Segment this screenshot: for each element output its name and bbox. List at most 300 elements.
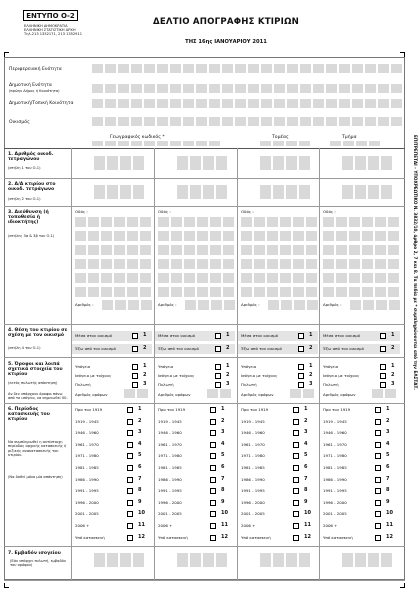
char-box[interactable] [362, 217, 373, 227]
char-box[interactable] [197, 245, 208, 255]
checkbox[interactable] [127, 477, 133, 483]
char-box[interactable] [107, 156, 118, 170]
checkbox[interactable] [127, 500, 133, 506]
checkbox[interactable] [215, 364, 221, 370]
char-box[interactable] [241, 287, 252, 297]
char-box[interactable] [92, 117, 103, 126]
char-box[interactable] [362, 287, 373, 297]
checkbox[interactable] [293, 465, 299, 471]
checkbox[interactable] [293, 500, 299, 506]
char-box[interactable] [254, 231, 265, 241]
char-box[interactable] [203, 185, 214, 199]
char-box[interactable] [190, 553, 201, 567]
char-box[interactable] [336, 245, 347, 255]
char-box[interactable] [313, 64, 324, 73]
char-box[interactable] [293, 217, 304, 227]
char-box[interactable] [273, 141, 284, 146]
char-box[interactable] [248, 64, 259, 73]
char-box[interactable] [157, 99, 168, 108]
char-box[interactable] [101, 217, 112, 227]
char-box[interactable] [349, 245, 360, 255]
char-box[interactable] [385, 389, 396, 398]
checkbox[interactable] [380, 373, 386, 379]
char-box[interactable] [280, 287, 291, 297]
char-box[interactable] [323, 259, 334, 269]
char-box[interactable] [363, 300, 374, 310]
checkbox[interactable] [210, 535, 216, 541]
checkbox[interactable] [210, 488, 216, 494]
checkbox[interactable] [132, 346, 138, 352]
char-box[interactable] [254, 273, 265, 283]
char-box[interactable] [306, 259, 317, 269]
checkbox[interactable] [215, 346, 221, 352]
char-box[interactable] [375, 273, 386, 283]
char-box[interactable] [158, 231, 169, 241]
checkbox[interactable] [293, 407, 299, 413]
checkbox[interactable] [293, 430, 299, 436]
char-box[interactable] [133, 185, 144, 199]
checkbox[interactable] [375, 511, 381, 517]
char-box[interactable] [339, 117, 350, 126]
char-box[interactable] [133, 553, 144, 567]
char-box[interactable] [365, 117, 376, 126]
checkbox[interactable] [380, 346, 386, 352]
char-box[interactable] [339, 99, 350, 108]
char-box[interactable] [223, 231, 234, 241]
char-box[interactable] [281, 300, 292, 310]
checkbox[interactable] [127, 511, 133, 517]
char-box[interactable] [220, 389, 231, 398]
char-box[interactable] [391, 64, 402, 73]
char-box[interactable] [75, 231, 86, 241]
char-box[interactable] [388, 287, 399, 297]
char-box[interactable] [210, 287, 221, 297]
char-box[interactable] [306, 217, 317, 227]
char-box[interactable] [336, 287, 347, 297]
char-box[interactable] [313, 84, 324, 93]
char-box[interactable] [273, 156, 284, 170]
char-box[interactable] [260, 553, 271, 567]
char-box[interactable] [267, 287, 278, 297]
char-box[interactable] [391, 117, 402, 126]
char-box[interactable] [378, 117, 389, 126]
char-box[interactable] [342, 156, 353, 170]
char-box[interactable] [105, 117, 116, 126]
checkbox[interactable] [132, 364, 138, 370]
char-box[interactable] [286, 185, 297, 199]
char-box[interactable] [336, 259, 347, 269]
char-box[interactable] [293, 231, 304, 241]
char-box[interactable] [197, 287, 208, 297]
char-box[interactable] [378, 84, 389, 93]
checkbox[interactable] [127, 523, 133, 529]
char-box[interactable] [197, 217, 208, 227]
char-box[interactable] [171, 231, 182, 241]
char-box[interactable] [88, 259, 99, 269]
char-box[interactable] [114, 259, 125, 269]
char-box[interactable] [362, 273, 373, 283]
char-box[interactable] [306, 273, 317, 283]
char-box[interactable] [114, 217, 125, 227]
char-box[interactable] [75, 245, 86, 255]
char-box[interactable] [171, 287, 182, 297]
checkbox[interactable] [210, 419, 216, 425]
char-box[interactable] [184, 245, 195, 255]
char-box[interactable] [349, 273, 360, 283]
char-box[interactable] [105, 141, 116, 146]
checkbox[interactable] [298, 373, 304, 379]
char-box[interactable] [365, 84, 376, 93]
char-box[interactable] [124, 389, 135, 398]
char-box[interactable] [287, 84, 298, 93]
char-box[interactable] [372, 389, 383, 398]
char-box[interactable] [349, 231, 360, 241]
char-box[interactable] [141, 300, 152, 310]
char-box[interactable] [75, 273, 86, 283]
checkbox[interactable] [293, 511, 299, 517]
char-box[interactable] [118, 84, 129, 93]
char-box[interactable] [94, 185, 105, 199]
char-box[interactable] [368, 553, 379, 567]
checkbox[interactable] [375, 477, 381, 483]
char-box[interactable] [313, 99, 324, 108]
char-box[interactable] [299, 553, 310, 567]
char-box[interactable] [127, 259, 138, 269]
checkbox[interactable] [293, 523, 299, 529]
char-box[interactable] [261, 64, 272, 73]
char-box[interactable] [140, 231, 151, 241]
char-box[interactable] [260, 185, 271, 199]
char-box[interactable] [349, 217, 360, 227]
checkbox[interactable] [293, 535, 299, 541]
char-box[interactable] [209, 84, 220, 93]
char-box[interactable] [362, 259, 373, 269]
char-box[interactable] [210, 231, 221, 241]
char-box[interactable] [88, 245, 99, 255]
char-box[interactable] [197, 259, 208, 269]
char-box[interactable] [375, 217, 386, 227]
char-box[interactable] [342, 553, 353, 567]
char-box[interactable] [158, 287, 169, 297]
checkbox[interactable] [127, 488, 133, 494]
char-box[interactable] [254, 245, 265, 255]
char-box[interactable] [222, 99, 233, 108]
char-box[interactable] [127, 231, 138, 241]
char-box[interactable] [216, 156, 227, 170]
checkbox[interactable] [375, 442, 381, 448]
char-box[interactable] [177, 553, 188, 567]
char-box[interactable] [184, 259, 195, 269]
char-box[interactable] [184, 217, 195, 227]
char-box[interactable] [254, 287, 265, 297]
char-box[interactable] [223, 287, 234, 297]
char-box[interactable] [183, 84, 194, 93]
char-box[interactable] [368, 156, 379, 170]
char-box[interactable] [290, 389, 301, 398]
char-box[interactable] [144, 84, 155, 93]
char-box[interactable] [343, 141, 354, 146]
char-box[interactable] [88, 231, 99, 241]
char-box[interactable] [342, 185, 353, 199]
char-box[interactable] [140, 273, 151, 283]
char-box[interactable] [196, 117, 207, 126]
char-box[interactable] [381, 185, 392, 199]
checkbox[interactable] [293, 488, 299, 494]
char-box[interactable] [300, 99, 311, 108]
char-box[interactable] [75, 259, 86, 269]
char-box[interactable] [127, 217, 138, 227]
char-box[interactable] [131, 141, 142, 146]
checkbox[interactable] [293, 477, 299, 483]
char-box[interactable] [120, 156, 131, 170]
char-box[interactable] [92, 141, 103, 146]
char-box[interactable] [222, 64, 233, 73]
char-box[interactable] [273, 553, 284, 567]
char-box[interactable] [158, 259, 169, 269]
checkbox[interactable] [132, 382, 138, 388]
char-box[interactable] [381, 156, 392, 170]
checkbox[interactable] [293, 453, 299, 459]
char-box[interactable] [107, 553, 118, 567]
char-box[interactable] [127, 273, 138, 283]
char-box[interactable] [378, 99, 389, 108]
char-box[interactable] [183, 99, 194, 108]
checkbox[interactable] [210, 477, 216, 483]
char-box[interactable] [326, 84, 337, 93]
char-box[interactable] [326, 64, 337, 73]
char-box[interactable] [88, 287, 99, 297]
char-box[interactable] [267, 259, 278, 269]
char-box[interactable] [261, 117, 272, 126]
char-box[interactable] [260, 141, 271, 146]
char-box[interactable] [268, 300, 279, 310]
char-box[interactable] [267, 245, 278, 255]
char-box[interactable] [241, 231, 252, 241]
char-box[interactable] [223, 259, 234, 269]
char-box[interactable] [198, 300, 209, 310]
char-box[interactable] [274, 99, 285, 108]
checkbox[interactable] [210, 442, 216, 448]
checkbox[interactable] [375, 523, 381, 529]
checkbox[interactable] [127, 465, 133, 471]
char-box[interactable] [107, 185, 118, 199]
checkbox[interactable] [375, 430, 381, 436]
char-box[interactable] [280, 245, 291, 255]
checkbox[interactable] [127, 419, 133, 425]
char-box[interactable] [114, 245, 125, 255]
char-box[interactable] [120, 185, 131, 199]
char-box[interactable] [170, 99, 181, 108]
char-box[interactable] [286, 553, 297, 567]
char-box[interactable] [101, 273, 112, 283]
char-box[interactable] [350, 300, 361, 310]
char-box[interactable] [75, 217, 86, 227]
char-box[interactable] [241, 273, 252, 283]
char-box[interactable] [105, 64, 116, 73]
char-box[interactable] [105, 84, 116, 93]
char-box[interactable] [307, 300, 318, 310]
char-box[interactable] [339, 64, 350, 73]
char-box[interactable] [280, 217, 291, 227]
char-box[interactable] [190, 156, 201, 170]
char-box[interactable] [286, 156, 297, 170]
char-box[interactable] [299, 156, 310, 170]
char-box[interactable] [303, 389, 314, 398]
char-box[interactable] [389, 300, 400, 310]
char-box[interactable] [197, 231, 208, 241]
char-box[interactable] [267, 273, 278, 283]
char-box[interactable] [197, 273, 208, 283]
char-box[interactable] [101, 245, 112, 255]
char-box[interactable] [274, 117, 285, 126]
char-box[interactable] [137, 389, 148, 398]
char-box[interactable] [92, 64, 103, 73]
char-box[interactable] [184, 273, 195, 283]
char-box[interactable] [184, 287, 195, 297]
char-box[interactable] [352, 99, 363, 108]
char-box[interactable] [368, 185, 379, 199]
char-box[interactable] [273, 185, 284, 199]
char-box[interactable] [196, 99, 207, 108]
char-box[interactable] [306, 287, 317, 297]
char-box[interactable] [222, 84, 233, 93]
char-box[interactable] [375, 259, 386, 269]
char-box[interactable] [254, 259, 265, 269]
char-box[interactable] [209, 64, 220, 73]
char-box[interactable] [196, 84, 207, 93]
char-box[interactable] [349, 259, 360, 269]
char-box[interactable] [183, 64, 194, 73]
checkbox[interactable] [215, 382, 221, 388]
char-box[interactable] [171, 273, 182, 283]
checkbox[interactable] [293, 419, 299, 425]
char-box[interactable] [362, 231, 373, 241]
checkbox[interactable] [298, 382, 304, 388]
char-box[interactable] [101, 259, 112, 269]
char-box[interactable] [388, 217, 399, 227]
checkbox[interactable] [127, 407, 133, 413]
checkbox[interactable] [298, 364, 304, 370]
char-box[interactable] [171, 259, 182, 269]
char-box[interactable] [300, 117, 311, 126]
char-box[interactable] [222, 117, 233, 126]
char-box[interactable] [144, 64, 155, 73]
char-box[interactable] [355, 185, 366, 199]
char-box[interactable] [131, 117, 142, 126]
char-box[interactable] [365, 99, 376, 108]
char-box[interactable] [388, 231, 399, 241]
char-box[interactable] [92, 99, 103, 108]
char-box[interactable] [114, 273, 125, 283]
char-box[interactable] [339, 84, 350, 93]
char-box[interactable] [300, 84, 311, 93]
char-box[interactable] [388, 245, 399, 255]
char-box[interactable] [209, 99, 220, 108]
char-box[interactable] [158, 245, 169, 255]
char-box[interactable] [183, 141, 194, 146]
char-box[interactable] [211, 300, 222, 310]
char-box[interactable] [223, 217, 234, 227]
char-box[interactable] [287, 99, 298, 108]
char-box[interactable] [391, 84, 402, 93]
checkbox[interactable] [380, 333, 386, 339]
char-box[interactable] [127, 287, 138, 297]
char-box[interactable] [120, 553, 131, 567]
checkbox[interactable] [375, 535, 381, 541]
char-box[interactable] [391, 99, 402, 108]
char-box[interactable] [260, 156, 271, 170]
char-box[interactable] [209, 141, 220, 146]
char-box[interactable] [248, 99, 259, 108]
char-box[interactable] [352, 84, 363, 93]
char-box[interactable] [92, 84, 103, 93]
char-box[interactable] [293, 273, 304, 283]
char-box[interactable] [183, 117, 194, 126]
checkbox[interactable] [380, 364, 386, 370]
char-box[interactable] [287, 117, 298, 126]
char-box[interactable] [323, 245, 334, 255]
char-box[interactable] [131, 64, 142, 73]
char-box[interactable] [287, 64, 298, 73]
checkbox[interactable] [215, 333, 221, 339]
char-box[interactable] [362, 245, 373, 255]
char-box[interactable] [216, 185, 227, 199]
char-box[interactable] [140, 245, 151, 255]
checkbox[interactable] [127, 453, 133, 459]
char-box[interactable] [286, 141, 297, 146]
checkbox[interactable] [380, 382, 386, 388]
char-box[interactable] [336, 273, 347, 283]
checkbox[interactable] [375, 453, 381, 459]
char-box[interactable] [157, 64, 168, 73]
char-box[interactable] [299, 185, 310, 199]
char-box[interactable] [114, 231, 125, 241]
char-box[interactable] [376, 300, 387, 310]
char-box[interactable] [144, 117, 155, 126]
checkbox[interactable] [375, 465, 381, 471]
char-box[interactable] [177, 156, 188, 170]
checkbox[interactable] [210, 453, 216, 459]
char-box[interactable] [274, 64, 285, 73]
char-box[interactable] [170, 141, 181, 146]
checkbox[interactable] [375, 488, 381, 494]
checkbox[interactable] [132, 373, 138, 379]
char-box[interactable] [216, 553, 227, 567]
char-box[interactable] [306, 231, 317, 241]
char-box[interactable] [352, 117, 363, 126]
char-box[interactable] [300, 64, 311, 73]
checkbox[interactable] [127, 430, 133, 436]
char-box[interactable] [105, 99, 116, 108]
char-box[interactable] [235, 99, 246, 108]
char-box[interactable] [101, 231, 112, 241]
char-box[interactable] [94, 156, 105, 170]
char-box[interactable] [280, 231, 291, 241]
char-box[interactable] [388, 273, 399, 283]
checkbox[interactable] [210, 430, 216, 436]
char-box[interactable] [323, 231, 334, 241]
char-box[interactable] [241, 245, 252, 255]
char-box[interactable] [323, 217, 334, 227]
char-box[interactable] [170, 84, 181, 93]
char-box[interactable] [248, 84, 259, 93]
char-box[interactable] [157, 141, 168, 146]
char-box[interactable] [306, 245, 317, 255]
char-box[interactable] [274, 84, 285, 93]
char-box[interactable] [330, 141, 341, 146]
char-box[interactable] [388, 259, 399, 269]
char-box[interactable] [101, 287, 112, 297]
